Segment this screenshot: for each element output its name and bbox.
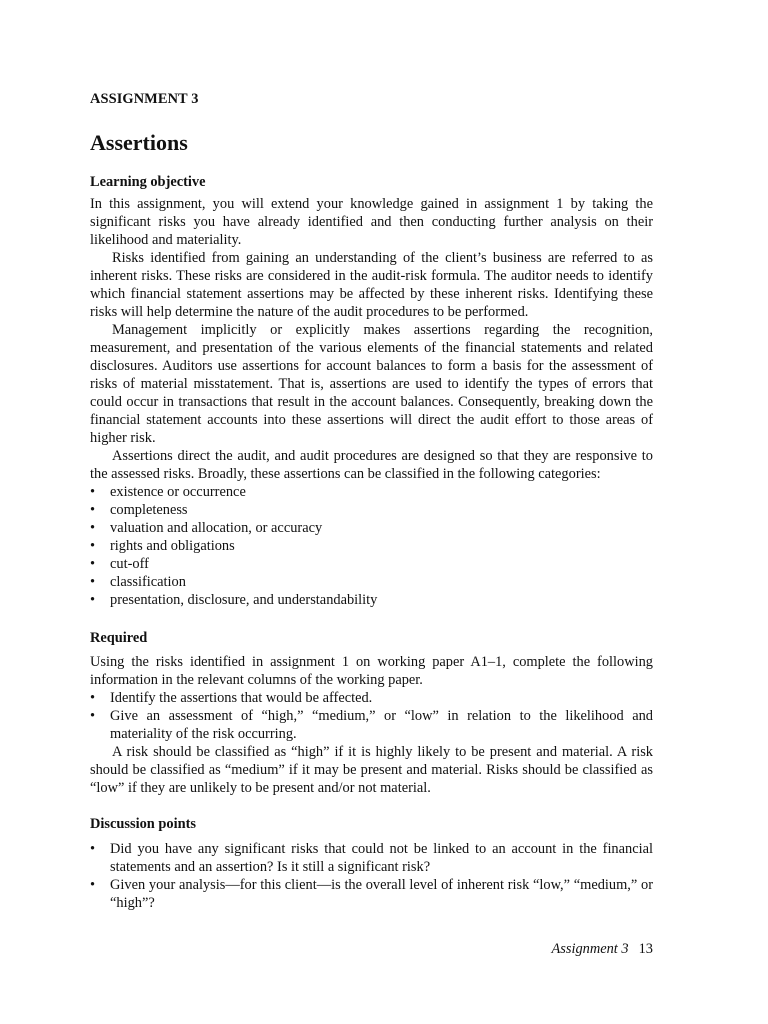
list-item xyxy=(90,591,653,609)
required-note: A risk should be classified as “high” if it is highly likely to be present and material. A risk should be classified as “medium” if it may be present and material. Risks should be classified as “low” if they are unlikely to be present and/or not material. xyxy=(90,744,653,796)
bullet-icon: • xyxy=(90,556,96,572)
discussion-points-body xyxy=(90,840,653,912)
page-footer xyxy=(90,940,653,958)
learning-objective-paragraph-4: Assertions direct the audit, and audit procedures are designed so that they are responsive to the assessed risks. Broadly, these assertions can be classified in the following categories: xyxy=(90,448,653,482)
list-item-text: Identify the assertions that would be affected. xyxy=(110,690,373,706)
required-list xyxy=(90,689,653,743)
list-item-text: cut-off xyxy=(110,556,149,572)
learning-objective-paragraph-1: In this assignment, you will extend your knowledge gained in assignment 1 by taking the significant risks you have already identified and then conducting further analysis on their likelihood and materiality. xyxy=(90,196,653,248)
page-number: 13 xyxy=(638,941,653,957)
list-item-text: rights and obligations xyxy=(110,538,235,554)
assertion-categories-list xyxy=(90,483,653,609)
list-item xyxy=(90,573,653,591)
list-item xyxy=(90,483,653,501)
list-item-text: classification xyxy=(110,574,186,590)
list-item xyxy=(90,537,653,555)
list-item xyxy=(90,707,653,743)
bullet-icon: • xyxy=(90,502,96,518)
list-item-text: valuation and allocation, or accuracy xyxy=(110,520,323,536)
list-item xyxy=(90,501,653,519)
bullet-icon: • xyxy=(90,841,96,857)
list-item-text: Did you have any significant risks that could not be linked to an account in the financial statements and an assertion? Is it still a significant risk? xyxy=(110,841,653,875)
list-item xyxy=(90,519,653,537)
learning-objective-body xyxy=(90,195,653,609)
list-item-text: completeness xyxy=(110,502,188,518)
bullet-icon: • xyxy=(90,520,96,536)
required-heading: Required xyxy=(90,630,148,646)
list-item xyxy=(90,689,653,707)
list-item-text: existence or occurrence xyxy=(110,484,246,500)
learning-objective-paragraph-2: Risks identified from gaining an understanding of the client’s business are referred to as inherent risks. These risks are considered in the audit-risk formula. The auditor needs to identify which financial statement assertions may be affected by these inherent risks. Identifying these risks will help determine the nature of the audit procedures to be performed. xyxy=(90,250,653,320)
list-item-text: presentation, disclosure, and understandability xyxy=(110,592,378,608)
page-title: Assertions xyxy=(90,130,188,155)
required-intro: Using the risks identified in assignment 1 on working paper A1–1, complete the following information in the relevant columns of the working paper. xyxy=(90,654,653,688)
learning-objective-paragraph-3: Management implicitly or explicitly makes assertions regarding the recognition, measurement, and presentation of the various elements of the financial statements and related disclosures. Auditors use assertions for account balances to form a basis for the assessment of risks of material misstatement. That is, assertions are used to identify the types of errors that could occur in transactions that result in the account balances. Consequently, breaking down the financial statement accounts into these assertions will direct the audit effort to those areas of higher risk. xyxy=(90,322,653,446)
required-body xyxy=(90,653,653,797)
bullet-icon: • xyxy=(90,708,96,724)
learning-objective-heading: Learning objective xyxy=(90,174,206,190)
discussion-points-list xyxy=(90,840,653,912)
list-item xyxy=(90,555,653,573)
list-item xyxy=(90,840,653,876)
list-item-text: Give an assessment of “high,” “medium,” or “low” in relation to the likelihood and materiality of the risk occurring. xyxy=(110,708,653,742)
bullet-icon: • xyxy=(90,592,96,608)
assignment-label: ASSIGNMENT 3 xyxy=(90,91,199,107)
bullet-icon: • xyxy=(90,877,96,893)
bullet-icon: • xyxy=(90,574,96,590)
list-item xyxy=(90,876,653,912)
discussion-points-heading: Discussion points xyxy=(90,816,196,832)
list-item-text: Given your analysis—for this client—is the overall level of inherent risk “low,” “medium,” or “high”? xyxy=(110,877,653,911)
bullet-icon: • xyxy=(90,690,96,706)
footer-label: Assignment 3 xyxy=(551,941,629,957)
bullet-icon: • xyxy=(90,538,96,554)
bullet-icon: • xyxy=(90,484,96,500)
